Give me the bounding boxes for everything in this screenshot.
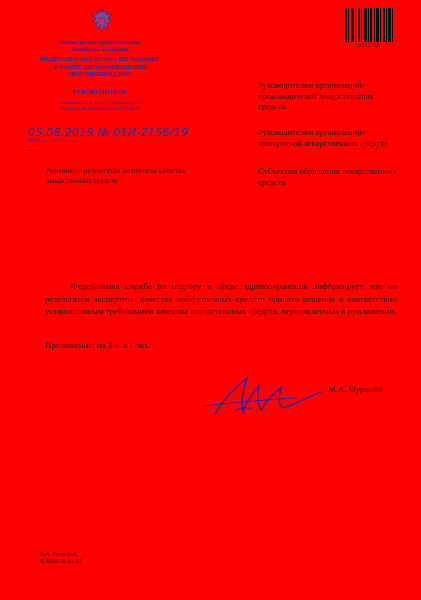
barcode-icon <box>345 8 393 42</box>
attachment-note: Приложение: на 3 л. в 1 экз. <box>45 340 150 350</box>
signer-name: М.А. Мурашко <box>328 384 383 394</box>
registration-number: 05.08.2019 № 01И-2156/19 <box>28 126 189 139</box>
executor-info <box>40 552 82 566</box>
addressee-importers: Руководителям организаций-импортеров лекарственных средств <box>258 127 389 148</box>
letter-body: Федеральная служба по надзору в сфере здравоохранения информирует, что по результатам экспертизы качества лекарственных средств принято решение о соответствии установленным требованиям качества лекарственных средств, перечисленных в приложении. <box>45 281 397 316</box>
addressee-manufacturers: Руководителям организаций-производителей лекарственных средств <box>258 80 374 111</box>
handwritten-signature <box>195 376 325 416</box>
executor-phone: 8(499)578-01-27 <box>40 559 82 565</box>
service-address: Славянская пл., д. 4, стр. 1, Москва, 109074 Телефон: (495) 698 45 38; (499) 578 02 30 <box>57 100 143 111</box>
russian-coat-of-arms-icon <box>91 8 113 36</box>
executor-name: С.А. Тарасова <box>40 552 77 558</box>
service-name: ФЕДЕРАЛЬНАЯ СЛУЖБА ПО НАДЗОРУ В СФЕРЕ ЗДРАВООХРАНЕНИЯ (РОСЗДРАВНАДЗОР) <box>40 56 160 78</box>
ministry-name: Министерство здравоохранения Российской Федерации <box>59 40 141 53</box>
addressee-circulation-subjects: Субъектам обращения лекарственных средств <box>258 166 397 187</box>
barcode-number: 3317795 <box>358 43 380 49</box>
head-title: РУКОВОДИТЕЛЬ <box>72 89 128 96</box>
reply-reference-line: на № _____ от _________ <box>28 138 178 151</box>
letter-subject: Решение по результатам экспертизы качества лекарственных средств <box>46 167 185 185</box>
